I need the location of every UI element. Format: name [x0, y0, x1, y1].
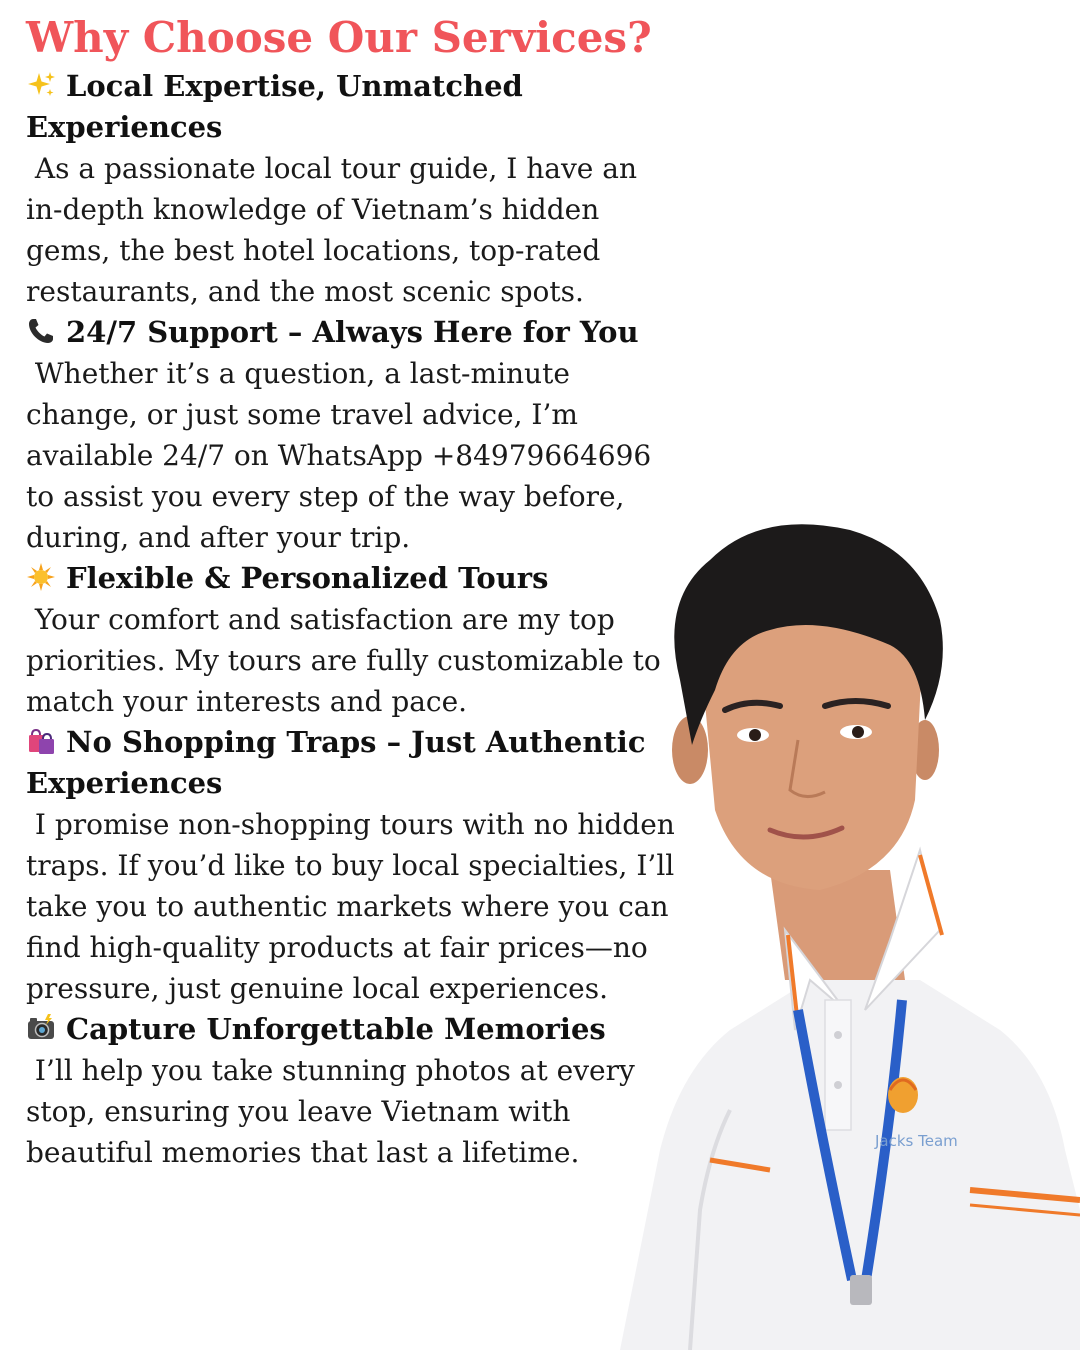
section-heading: [26, 722, 676, 804]
section-body: Your comfort and satisfaction are my top priorities. My tours are fully customizable to match your interests and pace.: [26, 603, 670, 718]
section-heading-text: Local Expertise, Unmatched Experiences: [26, 69, 523, 144]
section-body: As a passionate local tour guide, I have an in-depth knowledge of Vietnam’s hidden gems, the best hotel locations, top-rated restaurants, and the most scenic spots.: [26, 152, 646, 308]
sparkles-icon: [26, 70, 56, 100]
camera-flash-icon: [26, 1013, 56, 1043]
section-heading-text: Flexible & Personalized Tours: [66, 561, 549, 595]
shirt-logo-text: Jacks Team: [875, 1132, 958, 1150]
section-heading-text: 24/7 Support – Always Here for You: [66, 315, 639, 349]
section-heading-text: No Shopping Traps – Just Authentic Experiences: [26, 725, 646, 800]
tour-guide-portrait: [620, 510, 1080, 1350]
section-heading: [26, 1009, 676, 1050]
section-flexible-tours: [26, 558, 676, 722]
section-support: [26, 312, 676, 558]
telephone-icon: [26, 316, 56, 346]
section-body: Whether it’s a question, a last-minute change, or just some travel advice, I’m available 24/7 on WhatsApp +84979664696 to assist you every step of the way before, during, and after your trip.: [26, 357, 661, 554]
page-title: Why Choose Our Services?: [26, 13, 652, 62]
section-heading: [26, 66, 676, 148]
section-no-shopping: [26, 722, 684, 1009]
shopping-bags-icon: [26, 726, 56, 756]
section-body: I’ll help you take stunning photos at every stop, ensuring you leave Vietnam with beautiful memories that last a lifetime.: [26, 1054, 644, 1169]
section-heading: [26, 558, 676, 599]
section-body: I promise non-shopping tours with no hidden traps. If you’d like to buy local specialties, I’ll take you to authentic markets where you can find high-quality products at fair prices—no pressure, just genuine local experiences.: [26, 808, 684, 1005]
sun-icon: [26, 562, 56, 592]
section-local-expertise: [26, 66, 676, 312]
section-heading: [26, 312, 676, 353]
section-heading-text: Capture Unforgettable Memories: [66, 1012, 606, 1046]
services-content: [26, 10, 684, 1173]
section-memories: [26, 1009, 676, 1173]
